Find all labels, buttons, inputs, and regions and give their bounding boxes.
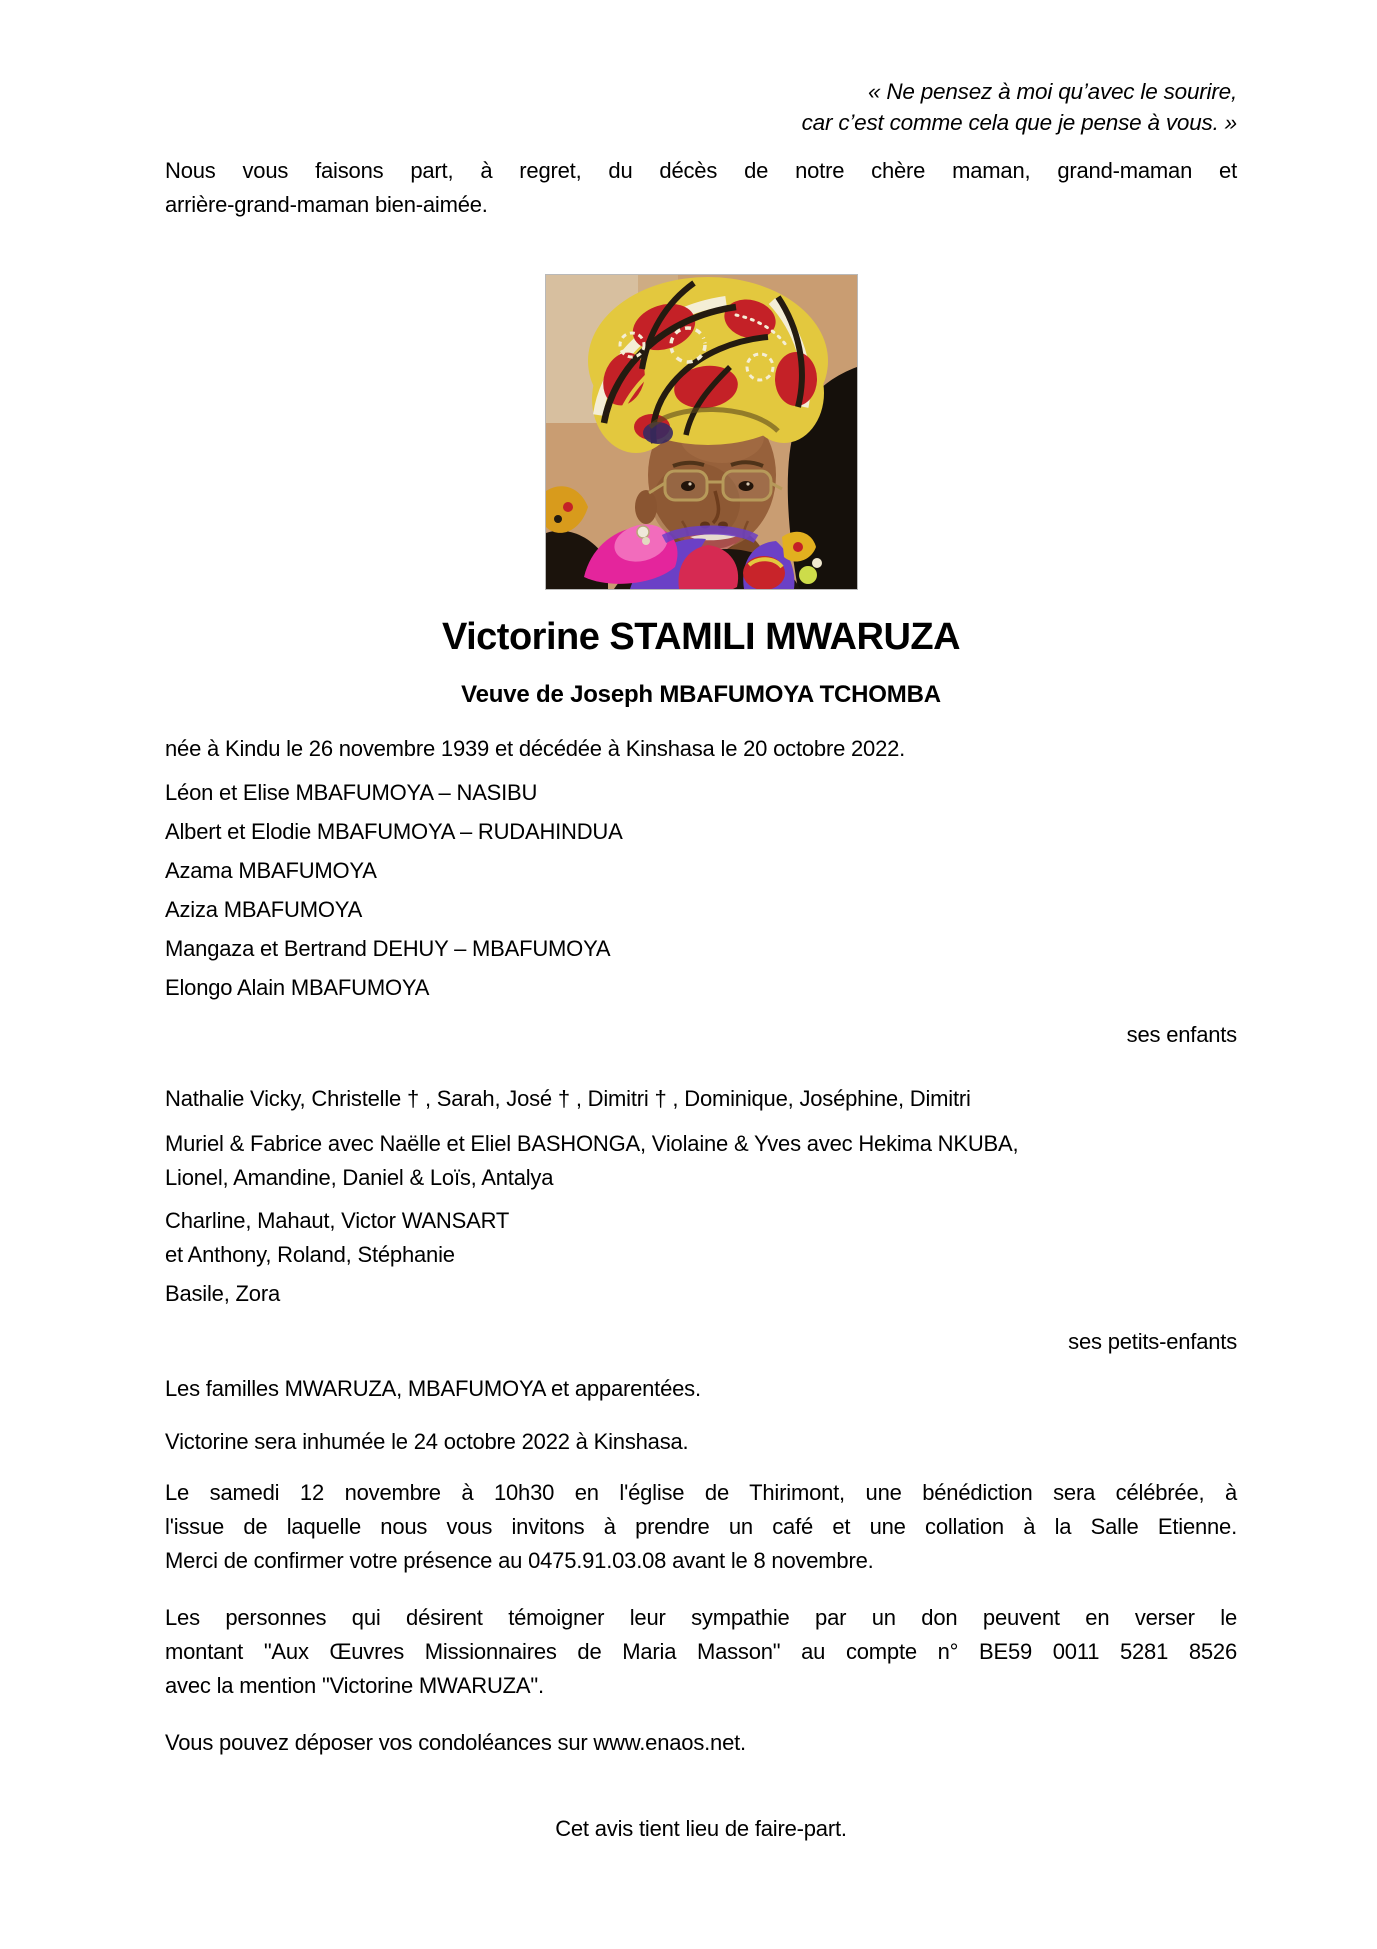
deceased-name: Victorine STAMILI MWARUZA xyxy=(441,616,961,658)
child-line: Elongo Alain MBAFUMOYA xyxy=(165,975,430,1000)
children-list xyxy=(165,776,1237,1005)
grandchildren-label: ses petits-enfants xyxy=(1068,1329,1237,1354)
child-line: Aziza MBAFUMOYA xyxy=(165,897,363,922)
child-line: Albert et Elodie MBAFUMOYA – RUDAHINDUA xyxy=(165,819,623,844)
burial-line: Victorine sera inhumée le 24 octobre 2022 à Kinshasa. xyxy=(165,1429,689,1454)
grandchild-line: Nathalie Vicky, Christelle † , Sarah, José † , Dimitri † , Dominique, Joséphine, Dimitri xyxy=(165,1086,971,1111)
ceremony-line: Merci de confirmer votre présence au 0475.91.03.08 avant le 8 novembre. xyxy=(165,1548,874,1573)
condolences-line: Vous pouvez déposer vos condoléances sur www.enaos.net. xyxy=(165,1730,746,1755)
donation-paragraph xyxy=(165,1601,1237,1703)
grandchild-line: Lionel, Amandine, Daniel & Loïs, Antalya xyxy=(165,1165,554,1190)
child-line: Azama MBAFUMOYA xyxy=(165,858,377,883)
headwrap xyxy=(588,277,828,453)
portrait-photo-graphic xyxy=(546,275,857,589)
grandchild-line: Charline, Mahaut, Victor WANSART xyxy=(165,1208,510,1233)
donation-line: Les personnes qui désirent témoigner leur sympathie par un don peuvent en verser le xyxy=(165,1605,1237,1630)
spouse-line: Veuve de Joseph MBAFUMOYA TCHOMBA xyxy=(461,681,941,708)
portrait-photo xyxy=(545,274,858,590)
grandchild-line: et Anthony, Roland, Stéphanie xyxy=(165,1242,455,1267)
grandchild-line: Basile, Zora xyxy=(165,1281,280,1306)
quote-line-2: car c’est comme cela que je pense à vous. » xyxy=(801,110,1237,135)
families-line: Les familles MWARUZA, MBAFUMOYA et apparentées. xyxy=(165,1376,701,1401)
memorial-quote xyxy=(165,76,1237,138)
intro-paragraph xyxy=(165,154,1237,222)
donation-line: montant "Aux Œuvres Missionnaires de Maria Masson" au compte n° BE59 0011 5281 8526 xyxy=(165,1639,1237,1664)
children-label: ses enfants xyxy=(1126,1022,1237,1047)
child-line: Mangaza et Bertrand DEHUY – MBAFUMOYA xyxy=(165,936,611,961)
quote-line-1: « Ne pensez à moi qu’avec le sourire, xyxy=(867,79,1237,104)
legal-notice-line: Cet avis tient lieu de faire-part. xyxy=(555,1816,847,1841)
intro-line: Nous vous faisons part, à regret, du décès de notre chère maman, grand-maman et xyxy=(165,158,1237,183)
donation-line: avec la mention "Victorine MWARUZA". xyxy=(165,1673,544,1698)
child-line: Léon et Elise MBAFUMOYA – NASIBU xyxy=(165,780,538,805)
life-dates: née à Kindu le 26 novembre 1939 et décédée à Kinshasa le 20 octobre 2022. xyxy=(165,736,906,761)
intro-line: arrière-grand-maman bien-aimée. xyxy=(165,192,488,217)
ceremony-paragraph xyxy=(165,1476,1237,1578)
ceremony-line: l'issue de laquelle nous vous invitons à prendre un café et une collation à la Salle Etienne. xyxy=(165,1514,1237,1539)
grandchildren-list xyxy=(165,1082,1237,1311)
ceremony-line: Le samedi 12 novembre à 10h30 en l'église de Thirimont, une bénédiction sera célébrée, à xyxy=(165,1480,1237,1505)
grandchild-line: Muriel & Fabrice avec Naëlle et Eliel BASHONGA, Violaine & Yves avec Hekima NKUBA, xyxy=(165,1131,1019,1156)
